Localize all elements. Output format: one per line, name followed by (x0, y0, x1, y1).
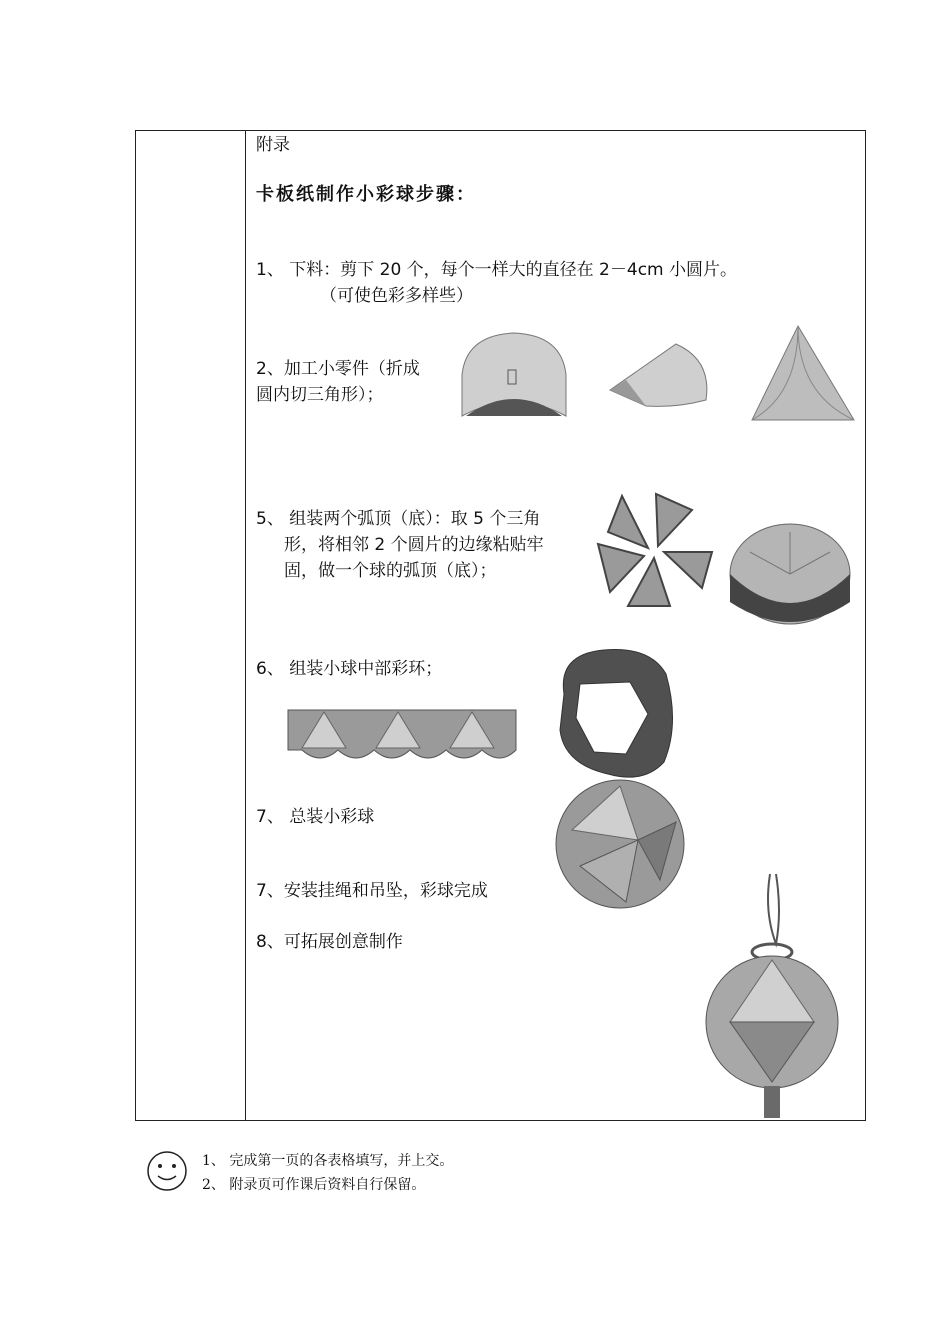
step-1-line1: 1、 下料：剪下 20 个，每个一样大的直径在 2－4cm 小圆片。 (256, 260, 738, 280)
step-7-line1: 7、 总装小彩球 (256, 807, 375, 827)
assembled-ball-image (550, 770, 690, 916)
step-6-line1: 6、 组装小球中部彩环； (256, 659, 443, 679)
step-5-line2: 形，将相邻 2 个圆片的边缘粘贴牢 (284, 535, 544, 555)
footer-note-2: 2、 附录页可作课后资料自行保留。 (202, 1177, 426, 1193)
triangle-piece-image (750, 324, 856, 422)
dome-image (726, 512, 854, 628)
footer-note-1: 1、 完成第一页的各表格填写，并上交。 (202, 1153, 454, 1169)
step-1-line2: （可使色彩多样些） (320, 286, 473, 306)
page-title: 卡板纸制作小彩球步骤： (256, 184, 476, 205)
step-7b-line1: 7、安装挂绳和吊坠，彩球完成 (256, 881, 488, 901)
table-column-divider (245, 130, 246, 1121)
step-2-line1: 2、加工小零件（折成 (256, 359, 420, 379)
middle-ring-strip-image (284, 700, 520, 768)
appendix-heading: 附录 (256, 135, 290, 155)
step-2-line2: 圆内切三角形）； (256, 385, 384, 405)
step-5-line3: 固，做一个球的弧顶（底）； (284, 561, 497, 581)
hanging-ball-image (700, 872, 846, 1120)
step-8-line1: 8、可拓展创意制作 (256, 932, 403, 952)
folded-circle-image (458, 330, 570, 422)
five-triangles-image (596, 492, 716, 610)
partially-folded-image (606, 340, 716, 410)
step-5-line1: 5、 组装两个弧顶（底）：取 5 个三角 (256, 509, 541, 529)
ring-assembly-image (554, 644, 682, 784)
smiley-icon (146, 1150, 188, 1192)
